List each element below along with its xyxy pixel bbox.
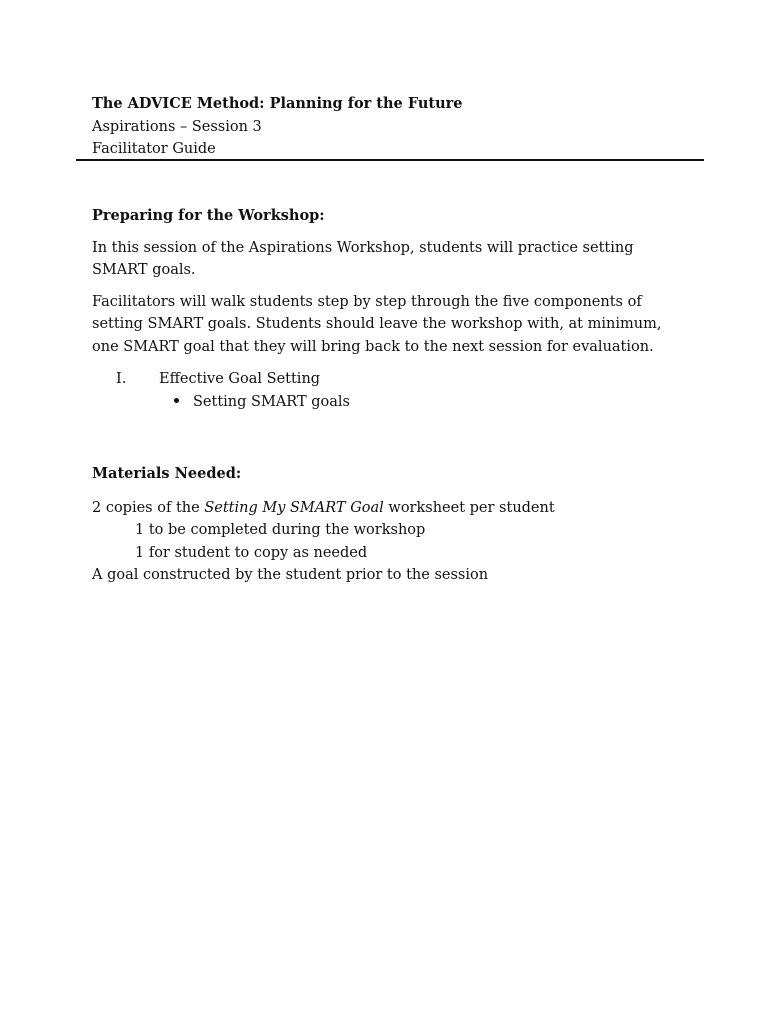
- outline-item: Effective Goal Setting: [159, 371, 321, 387]
- document-header: [92, 93, 712, 161]
- materials-list: [92, 497, 692, 587]
- header-divider: [76, 159, 704, 161]
- worksheet-title: Setting My SMART Goal: [204, 499, 384, 516]
- materials-sub-1: 1 to be completed during the workshop: [135, 522, 426, 538]
- bullet-icon: [174, 398, 179, 403]
- materials-line-1-prefix: 2 copies of the: [92, 499, 205, 516]
- guide-type-label: Facilitator Guide: [92, 141, 216, 157]
- preparing-paragraph-2: Facilitators will walk students step by step through the five components of setting SMART goals. Students should leave the workshop with, at minimum, one SMART goal that they will bring back to the next session for evaluation.: [92, 293, 662, 355]
- outline-numeral: I.: [116, 371, 127, 387]
- outline-bullet-text: Setting SMART goals: [193, 394, 350, 410]
- document-body: [92, 205, 692, 587]
- outline-bullet-item: [174, 391, 350, 414]
- materials-line-1: [92, 497, 692, 520]
- session-label: Aspirations – Session 3: [92, 118, 262, 135]
- outline-list: [92, 368, 692, 414]
- materials-line-1-suffix: worksheet per student: [383, 499, 555, 516]
- preparing-paragraph-1: In this session of the Aspirations Workshop, students will practice setting SMART goals.: [92, 239, 634, 278]
- materials-heading: Materials Needed:: [92, 465, 242, 482]
- preparing-heading: Preparing for the Workshop:: [92, 207, 325, 224]
- document-title: The ADVICE Method: Planning for the Future: [92, 95, 463, 112]
- materials-sub-2: 1 for student to copy as needed: [135, 544, 368, 561]
- materials-line-2: A goal constructed by the student prior to the session: [92, 567, 489, 583]
